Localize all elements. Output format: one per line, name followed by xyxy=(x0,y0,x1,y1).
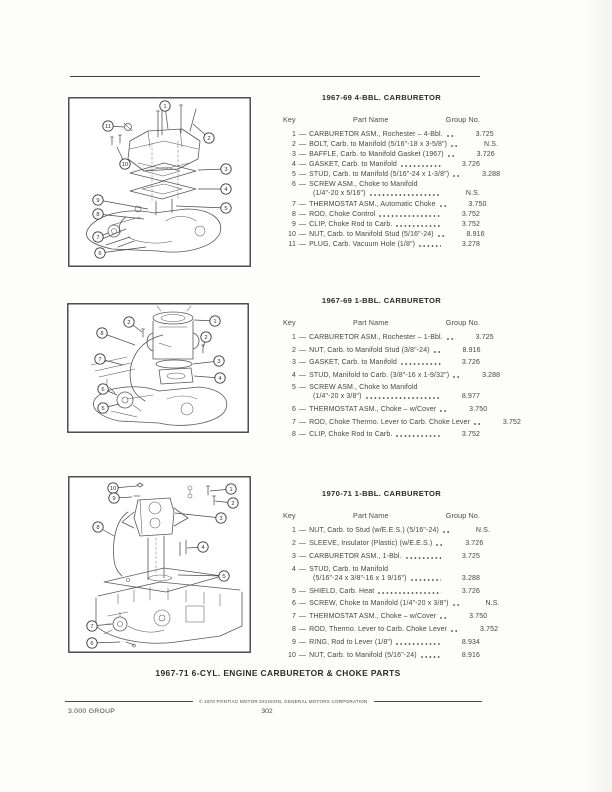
page-title: 1967-71 6-CYL. ENGINE CARBURETOR & CHOKE PARTS xyxy=(155,668,401,678)
svg-text:4: 4 xyxy=(224,187,228,194)
copyright-rule-right xyxy=(374,701,482,702)
group-number: N.S. xyxy=(484,141,499,149)
row-dash: — xyxy=(299,334,307,341)
parts-row xyxy=(283,384,480,400)
row-dash: — xyxy=(299,200,307,208)
row-dash: — xyxy=(299,552,307,560)
group-number: 3.726 xyxy=(461,161,480,169)
row-key: 3 xyxy=(291,359,296,367)
parts-row xyxy=(283,405,488,413)
exploded-view-4bbl xyxy=(68,97,251,267)
dot-leader xyxy=(451,145,459,147)
row-dash: — xyxy=(299,613,307,621)
row-key: 6 xyxy=(291,181,296,189)
svg-text:8: 8 xyxy=(96,525,100,532)
group-number: 3.288 xyxy=(482,371,501,379)
dot-leader xyxy=(434,351,442,353)
dot-leader xyxy=(436,544,444,546)
svg-text:6: 6 xyxy=(90,641,94,648)
part-name: SHIELD, Carb. Heat xyxy=(309,587,375,595)
dot-leader xyxy=(438,235,446,237)
row-dash: — xyxy=(299,161,307,169)
part-name-continued: (1/4"-20 x 3/8") xyxy=(313,393,362,401)
parts-row xyxy=(283,347,480,354)
dot-leader xyxy=(406,557,441,559)
parts-row xyxy=(283,230,485,238)
row-dash: — xyxy=(299,539,307,547)
header-key: Key xyxy=(283,511,296,520)
svg-text:5: 5 xyxy=(224,206,228,213)
parts-row xyxy=(283,566,480,582)
row-dash: — xyxy=(299,405,307,413)
dot-leader xyxy=(440,205,448,207)
part-name: PLUG, Carb. Vacuum Hole (1/8") xyxy=(309,240,416,248)
row-dash: — xyxy=(299,151,307,159)
svg-text:3: 3 xyxy=(217,359,221,366)
row-dash: — xyxy=(299,565,307,573)
group-number: 3.726 xyxy=(465,539,484,547)
dot-leader xyxy=(411,579,441,581)
row-dash: — xyxy=(299,171,307,179)
part-name: THERMOSTAT ASM., Choke – w/Cover xyxy=(309,613,437,621)
part-name: SLEEVE, Insulator (Plastic) (w/E.E.S.) xyxy=(309,539,433,547)
parts-table-1bbl-6769 xyxy=(283,296,522,444)
header-part-name: Part Name xyxy=(353,511,389,520)
part-name: CARBURETOR ASM., Rochester – 4-Bbl. xyxy=(309,131,443,138)
group-number: 3.750 xyxy=(469,405,488,413)
row-key: 7 xyxy=(291,613,296,621)
group-number: 8.977 xyxy=(461,393,480,401)
svg-text:3: 3 xyxy=(219,516,223,523)
svg-text:5: 5 xyxy=(222,574,226,581)
svg-text:4: 4 xyxy=(218,376,222,383)
parts-row xyxy=(283,141,499,149)
parts-row xyxy=(283,334,494,341)
exploded-view-1bbl-6769 xyxy=(67,303,249,433)
dot-leader xyxy=(419,245,441,247)
group-number: 8.916 xyxy=(462,346,481,354)
parts-rows xyxy=(283,334,522,439)
row-key: 6 xyxy=(291,405,296,413)
svg-text:5: 5 xyxy=(101,406,105,413)
part-name: SCREW, Choke to Manifold (1/4"-20 x 3/8") xyxy=(309,600,449,608)
row-key: 5 xyxy=(291,587,296,595)
header-group-no: Group No. xyxy=(445,115,480,124)
page-number: 302 xyxy=(261,708,273,715)
row-dash: — xyxy=(299,240,307,248)
exploded-view-1bbl-7071 xyxy=(68,476,251,653)
row-key: 8 xyxy=(291,626,296,634)
group-number: 3.278 xyxy=(461,240,480,248)
header-part-name: Part Name xyxy=(353,318,389,327)
group-number: 3.725 xyxy=(475,131,494,138)
dot-leader xyxy=(453,604,461,606)
dot-leader xyxy=(421,656,441,658)
table-header xyxy=(283,511,480,520)
parts-row xyxy=(283,418,522,426)
group-number: 3.752 xyxy=(461,431,480,439)
group-number: 3.726 xyxy=(476,151,495,159)
top-rule xyxy=(70,76,480,77)
diagram-4bbl-carburetor xyxy=(68,97,251,267)
part-name: ROD, Choke Thermo. Lever to Carb. Choke Lever xyxy=(309,418,471,426)
dot-leader xyxy=(447,338,455,340)
svg-text:8: 8 xyxy=(96,212,100,219)
part-name: GASKET, Carb. to Manifold xyxy=(309,161,397,169)
part-name: CARBURETOR ASM., 1-Bbl. xyxy=(309,552,402,560)
row-dash: — xyxy=(299,230,307,238)
row-key: 4 xyxy=(291,371,296,379)
group-number: 3.752 xyxy=(461,210,480,218)
dot-leader xyxy=(396,435,441,437)
header-key: Key xyxy=(283,318,296,327)
svg-text:7: 7 xyxy=(96,235,100,242)
group-number: 3.752 xyxy=(480,626,499,634)
section-title: 1967-69 1-BBL. CARBURETOR xyxy=(321,296,442,305)
parts-row xyxy=(283,171,501,179)
svg-text:9: 9 xyxy=(112,496,116,503)
svg-text:1: 1 xyxy=(163,104,167,111)
dot-leader xyxy=(451,630,459,632)
header-key: Key xyxy=(283,115,296,124)
part-name: STUD, Carb. to Manifold xyxy=(309,565,389,573)
dot-leader xyxy=(370,194,441,196)
section-title: 1970-71 1-BBL. CARBURETOR xyxy=(321,489,442,498)
parts-row xyxy=(283,221,480,228)
row-key: 4 xyxy=(291,161,296,169)
svg-text:2: 2 xyxy=(127,320,131,327)
row-dash: — xyxy=(299,600,307,608)
dot-leader xyxy=(440,410,448,412)
row-key: 2 xyxy=(291,346,296,354)
copyright-row xyxy=(65,699,482,704)
parts-row xyxy=(283,151,495,159)
parts-row xyxy=(283,639,480,646)
row-key: 4 xyxy=(291,565,296,573)
copyright-rule-left xyxy=(65,701,193,702)
part-name: BAFFLE, Carb. to Manifold Gasket (1967) xyxy=(309,151,444,159)
parts-row xyxy=(283,359,480,366)
row-key: 2 xyxy=(291,539,296,547)
row-dash: — xyxy=(299,652,307,660)
group-number: 8.916 xyxy=(461,652,480,660)
dot-leader xyxy=(440,617,448,619)
parts-row xyxy=(283,527,490,534)
row-dash: — xyxy=(299,210,307,218)
header-group-no: Group No. xyxy=(445,318,480,327)
svg-text:1: 1 xyxy=(229,487,233,494)
parts-row xyxy=(283,371,501,379)
parts-table-4bbl xyxy=(283,93,501,251)
parts-row xyxy=(283,431,480,438)
row-dash: — xyxy=(299,181,307,189)
group-number: 3.725 xyxy=(461,552,480,560)
part-name-continued: (5/16"-24 x 3/8"-16 x 1 9/16") xyxy=(313,574,407,582)
row-dash: — xyxy=(299,626,307,634)
diagram-1bbl-carburetor-6769 xyxy=(67,303,249,433)
part-name: CLIP, Choke Rod to Carb. xyxy=(309,220,393,228)
dot-leader xyxy=(366,397,441,399)
part-name: NUT, Carb. to Manifold Stud (5/16"-24) xyxy=(309,230,434,238)
part-name: THERMOSTAT ASM., Automatic Choke xyxy=(309,200,436,208)
group-number: N.S. xyxy=(475,527,490,534)
group-number: 3.288 xyxy=(482,171,501,179)
dot-leader xyxy=(448,155,456,157)
row-dash: — xyxy=(299,431,307,439)
group-number: 3.752 xyxy=(461,220,480,228)
part-name: SCREW ASM., Choke to Manifold xyxy=(309,384,418,392)
footer-group-label: 3.000 GROUP xyxy=(68,708,116,715)
group-number: 3.752 xyxy=(502,418,522,426)
svg-text:7: 7 xyxy=(98,357,102,364)
row-key: 7 xyxy=(291,418,296,426)
parts-row xyxy=(283,161,480,168)
parts-row xyxy=(283,600,500,608)
row-key: 3 xyxy=(291,552,296,560)
header-part-name: Part Name xyxy=(353,115,389,124)
svg-text:6: 6 xyxy=(98,251,102,258)
part-name: BOLT, Carb. to Manifold (5/16"-18 x 3-5/8") xyxy=(309,141,448,149)
copyright-text: © 1970 PONTIAC MOTOR DIVISION, GENERAL MOTORS CORPORATION xyxy=(199,699,368,704)
row-key: 5 xyxy=(291,171,296,179)
part-name: NUT, Carb. to Stud (w/E.E.S.) (5/16"-24) xyxy=(309,527,439,534)
parts-row xyxy=(283,131,494,138)
parts-row xyxy=(283,241,480,248)
parts-row xyxy=(283,553,480,560)
dot-leader xyxy=(396,643,441,645)
part-name: CARBURETOR ASM., Rochester – 1-Bbl. xyxy=(309,334,443,341)
group-number: N.S. xyxy=(485,600,500,608)
svg-text:2: 2 xyxy=(231,501,235,508)
part-name: ROD, Thermo. Lever to Carb. Choke Lever xyxy=(309,626,448,634)
svg-text:8: 8 xyxy=(100,331,104,338)
svg-text:6: 6 xyxy=(101,387,105,394)
row-key: 1 xyxy=(291,334,296,341)
dot-leader xyxy=(401,363,441,365)
svg-text:9: 9 xyxy=(96,198,100,205)
group-number: 3.726 xyxy=(461,587,480,595)
group-number: 8.916 xyxy=(466,230,485,238)
parts-row xyxy=(283,200,487,208)
row-dash: — xyxy=(299,587,307,595)
row-key: 8 xyxy=(291,431,296,439)
row-key: 7 xyxy=(291,200,296,208)
group-number: 8.934 xyxy=(461,639,480,647)
part-name: SCREW ASM., Choke to Manifold xyxy=(309,181,418,189)
row-dash: — xyxy=(299,639,307,647)
svg-text:2: 2 xyxy=(204,335,208,342)
diagram-1bbl-carburetor-7071 xyxy=(68,476,251,653)
dot-leader xyxy=(453,376,461,378)
row-dash: — xyxy=(299,418,307,426)
group-number: 3.725 xyxy=(475,334,494,341)
part-name: GASKET, Carb. to Manifold xyxy=(309,359,397,367)
row-dash: — xyxy=(299,220,307,228)
dot-leader xyxy=(401,165,441,167)
part-name-continued: (1/4"-20 x 5/16") xyxy=(313,190,366,198)
table-header xyxy=(283,318,480,327)
row-key: 8 xyxy=(291,210,296,218)
row-key: 6 xyxy=(291,600,296,608)
parts-row xyxy=(283,181,480,197)
group-number: N.S. xyxy=(465,190,480,198)
row-key: 1 xyxy=(291,131,296,138)
group-number: 3.750 xyxy=(468,200,487,208)
row-key: 10 xyxy=(287,230,296,238)
parts-row xyxy=(283,539,484,547)
dot-leader xyxy=(443,531,451,533)
part-name: STUD, Manifold to Carb. (3/8"-16 x 1-9/32") xyxy=(309,371,450,379)
section-title: 1967-69 4-BBL. CARBURETOR xyxy=(321,93,442,102)
svg-text:10: 10 xyxy=(109,486,117,493)
svg-text:11: 11 xyxy=(104,124,112,131)
part-name: ROD, Choke Control xyxy=(309,210,376,218)
svg-text:4: 4 xyxy=(201,545,205,552)
row-key: 11 xyxy=(288,240,296,248)
svg-text:10: 10 xyxy=(121,162,129,169)
group-number: 3.288 xyxy=(461,574,480,582)
row-dash: — xyxy=(299,141,307,149)
row-key: 9 xyxy=(291,220,296,228)
dot-leader xyxy=(378,592,441,594)
row-dash: — xyxy=(299,346,307,354)
parts-rows xyxy=(283,527,500,660)
row-dash: — xyxy=(299,527,307,534)
dot-leader xyxy=(447,135,455,137)
row-key: 5 xyxy=(291,384,296,392)
dot-leader xyxy=(474,423,482,425)
row-dash: — xyxy=(299,384,307,392)
svg-text:2: 2 xyxy=(207,136,211,143)
row-key: 2 xyxy=(291,141,296,149)
dot-leader xyxy=(379,215,441,217)
row-key: 1 xyxy=(291,527,296,534)
row-dash: — xyxy=(299,131,307,138)
scan-edge-shade xyxy=(582,0,612,792)
group-number: 3.750 xyxy=(469,613,488,621)
table-header xyxy=(283,115,480,124)
parts-row xyxy=(283,626,499,634)
svg-text:3: 3 xyxy=(224,167,228,174)
dot-leader xyxy=(396,225,441,227)
part-name: NUT, Carb. to Manifold (5/16"-24) xyxy=(309,652,417,660)
group-number: 3.726 xyxy=(461,359,480,367)
part-name: STUD, Carb. to Manifold (5/16"-24 x 1-3/8") xyxy=(309,171,450,179)
part-name: CLIP, Choke Rod to Carb. xyxy=(309,431,393,439)
row-dash: — xyxy=(299,359,307,367)
parts-row xyxy=(283,652,480,659)
parts-table-1bbl-7071 xyxy=(283,489,500,665)
header-group-no: Group No. xyxy=(445,511,480,520)
parts-row xyxy=(283,211,480,218)
part-name: NUT, Carb. to Manifold Stud (3/8"-24) xyxy=(309,346,430,354)
part-name: RING, Rod to Lever (1/8") xyxy=(309,639,393,647)
parts-row xyxy=(283,588,480,595)
parts-rows xyxy=(283,131,501,248)
row-key: 10 xyxy=(287,652,296,660)
dot-leader xyxy=(453,175,461,177)
part-name: THERMOSTAT ASM., Choke – w/Cover xyxy=(309,405,437,413)
svg-text:1: 1 xyxy=(213,319,217,326)
parts-row xyxy=(283,613,488,621)
row-key: 3 xyxy=(291,151,296,159)
row-key: 9 xyxy=(291,639,296,647)
row-dash: — xyxy=(299,371,307,379)
svg-text:7: 7 xyxy=(90,624,94,631)
diagram-frame xyxy=(68,304,248,432)
